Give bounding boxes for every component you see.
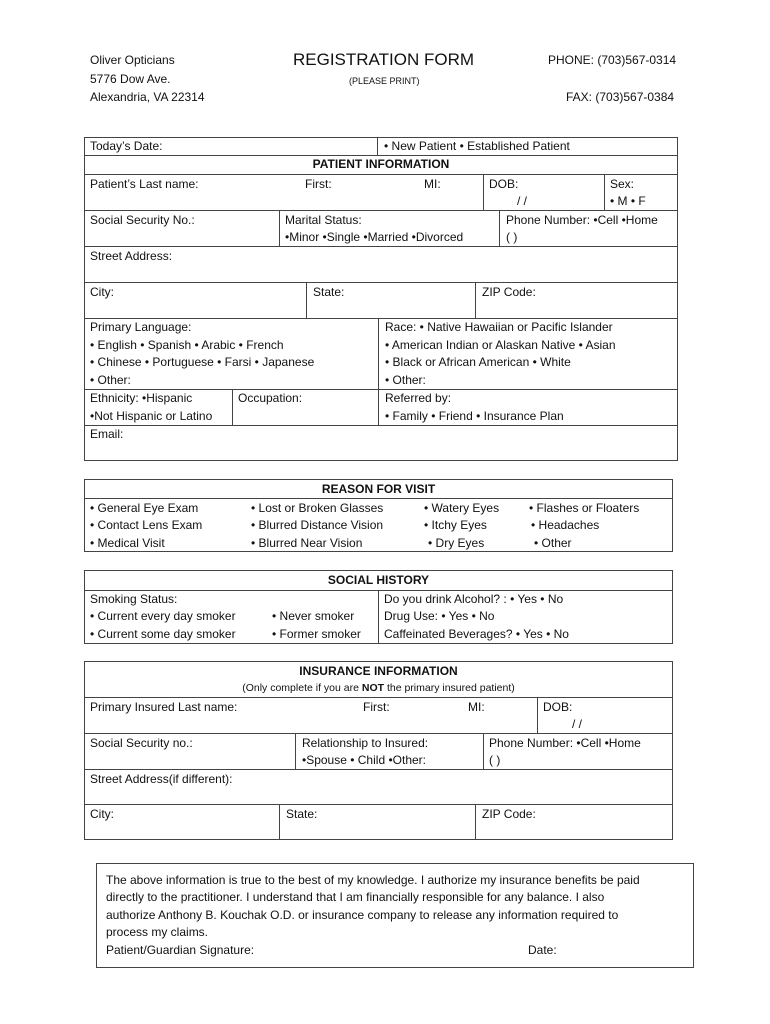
language-options-1[interactable]: • English • Spanish • Arabic • French (90, 338, 284, 352)
practice-address-line2: Alexandria, VA 22314 (90, 90, 205, 104)
ethnicity-options-1[interactable]: Ethnicity: •Hispanic (90, 391, 193, 405)
insurance-note: (Only complete if you are NOT the primary insured patient) (242, 682, 515, 694)
patient-phone-parens: ( ) (506, 230, 518, 244)
reason-option[interactable]: • Itchy Eyes (424, 518, 487, 532)
reason-option[interactable]: • Contact Lens Exam (90, 518, 203, 532)
patient-state-field[interactable]: State: (313, 285, 345, 299)
patient-first-name-field[interactable]: First: (305, 177, 332, 191)
practice-fax: FAX: (703)567-0384 (566, 90, 675, 104)
alcohol-options[interactable]: Do you drink Alcohol? : • Yes • No (384, 592, 564, 606)
occupation-field[interactable]: Occupation: (238, 391, 303, 405)
insured-zip-field[interactable]: ZIP Code: (482, 807, 536, 821)
practice-name: Oliver Opticians (90, 53, 175, 67)
smoking-status-label: Smoking Status: (90, 592, 178, 606)
race-options-1[interactable]: Race: • Native Hawaiian or Pacific Islander (385, 320, 613, 334)
patient-sex-options[interactable]: • M • F (610, 194, 646, 208)
insurance-info-title: INSURANCE INFORMATION (299, 664, 458, 678)
patient-info-title: PATIENT INFORMATION (312, 157, 450, 171)
patient-sex-field[interactable]: Sex: (610, 177, 635, 191)
insured-city-field[interactable]: City: (90, 807, 114, 821)
patient-street-field[interactable]: Street Address: (90, 249, 173, 263)
insured-ssn-field[interactable]: Social Security no.: (90, 736, 193, 750)
referred-by-label: Referred by: (385, 391, 452, 405)
reason-option[interactable]: • Blurred Near Vision (251, 536, 363, 550)
referred-by-options[interactable]: • Family • Friend • Insurance Plan (385, 409, 564, 423)
insured-first-name-field[interactable]: First: (363, 700, 390, 714)
relationship-label: Relationship to Insured: (302, 736, 429, 750)
signature-date-field[interactable]: Date: (528, 943, 557, 957)
smoking-option[interactable]: • Former smoker (272, 627, 361, 641)
patient-zip-field[interactable]: ZIP Code: (482, 285, 536, 299)
patient-dob-slashes: / / (517, 194, 528, 208)
patient-phone-field[interactable]: Phone Number: •Cell •Home (506, 213, 658, 227)
patient-mi-field[interactable]: MI: (424, 177, 441, 191)
smoking-option[interactable]: • Never smoker (272, 609, 355, 623)
marital-status-options[interactable]: •Minor •Single •Married •Divorced (285, 230, 464, 244)
race-other-field[interactable]: • Other: (385, 373, 426, 387)
language-other-field[interactable]: • Other: (90, 373, 131, 387)
practice-address-line1: 5776 Dow Ave. (90, 72, 171, 86)
race-options-2[interactable]: • American Indian or Alaskan Native • Asian (385, 338, 616, 352)
insured-phone-parens: ( ) (489, 753, 501, 767)
patient-city-field[interactable]: City: (90, 285, 114, 299)
todays-date-field[interactable]: Today’s Date: (90, 139, 163, 153)
patient-ssn-field[interactable]: Social Security No.: (90, 213, 195, 227)
reason-option[interactable]: • Headaches (531, 518, 600, 532)
insured-phone-field[interactable]: Phone Number: •Cell •Home (489, 736, 641, 750)
language-options-2[interactable]: • Chinese • Portuguese • Farsi • Japanese (90, 355, 315, 369)
signature-field[interactable]: Patient/Guardian Signature: (106, 943, 255, 957)
reason-option[interactable]: • Medical Visit (90, 536, 165, 550)
please-print-note: (PLEASE PRINT) (349, 76, 420, 86)
reason-option[interactable]: • Other (534, 536, 572, 550)
consent-text-line: process my claims. (106, 925, 209, 939)
reason-option[interactable]: • Watery Eyes (424, 501, 500, 515)
smoking-option[interactable]: • Current some day smoker (90, 627, 236, 641)
ethnicity-options-2[interactable]: •Not Hispanic or Latino (90, 409, 213, 423)
marital-status-label: Marital Status: (285, 213, 362, 227)
smoking-option[interactable]: • Current every day smoker (90, 609, 236, 623)
reason-for-visit-title: REASON FOR VISIT (321, 482, 436, 496)
form-title: REGISTRATION FORM (293, 50, 475, 69)
insured-dob-field[interactable]: DOB: (543, 700, 573, 714)
reason-option[interactable]: • Flashes or Floaters (529, 501, 640, 515)
consent-text-line: authorize Anthony B. Kouchak O.D. or insurance company to release any information required to (106, 908, 619, 922)
patient-dob-field[interactable]: DOB: (489, 177, 519, 191)
patient-last-name-field[interactable]: Patient’s Last name: (90, 177, 199, 191)
relationship-options[interactable]: •Spouse • Child •Other: (302, 753, 426, 767)
reason-option[interactable]: • Lost or Broken Glasses (251, 501, 384, 515)
patient-type-options[interactable]: • New Patient • Established Patient (384, 139, 570, 153)
language-label: Primary Language: (90, 320, 192, 334)
insured-mi-field[interactable]: MI: (468, 700, 485, 714)
caffeine-options[interactable]: Caffeinated Beverages? • Yes • No (384, 627, 569, 641)
reason-option[interactable]: • Blurred Distance Vision (251, 518, 384, 532)
email-field[interactable]: Email: (90, 427, 124, 441)
consent-text-line: The above information is true to the best of my knowledge. I authorize my insurance benefits be paid (106, 873, 640, 887)
consent-text-line: directly to the practitioner. I understand that I am financially responsible for any balance. I also (106, 890, 605, 904)
insured-last-name-field[interactable]: Primary Insured Last name: (90, 700, 238, 714)
insured-street-field[interactable]: Street Address(if different): (90, 772, 233, 786)
practice-phone: PHONE: (703)567-0314 (548, 53, 677, 67)
race-options-3[interactable]: • Black or African American • White (385, 355, 571, 369)
reason-option[interactable]: • Dry Eyes (428, 536, 485, 550)
insured-dob-slashes: / / (572, 717, 583, 731)
social-history-title: SOCIAL HISTORY (327, 573, 430, 587)
reason-option[interactable]: • General Eye Exam (90, 501, 199, 515)
drug-use-options[interactable]: Drug Use: • Yes • No (384, 609, 495, 623)
insured-state-field[interactable]: State: (286, 807, 318, 821)
